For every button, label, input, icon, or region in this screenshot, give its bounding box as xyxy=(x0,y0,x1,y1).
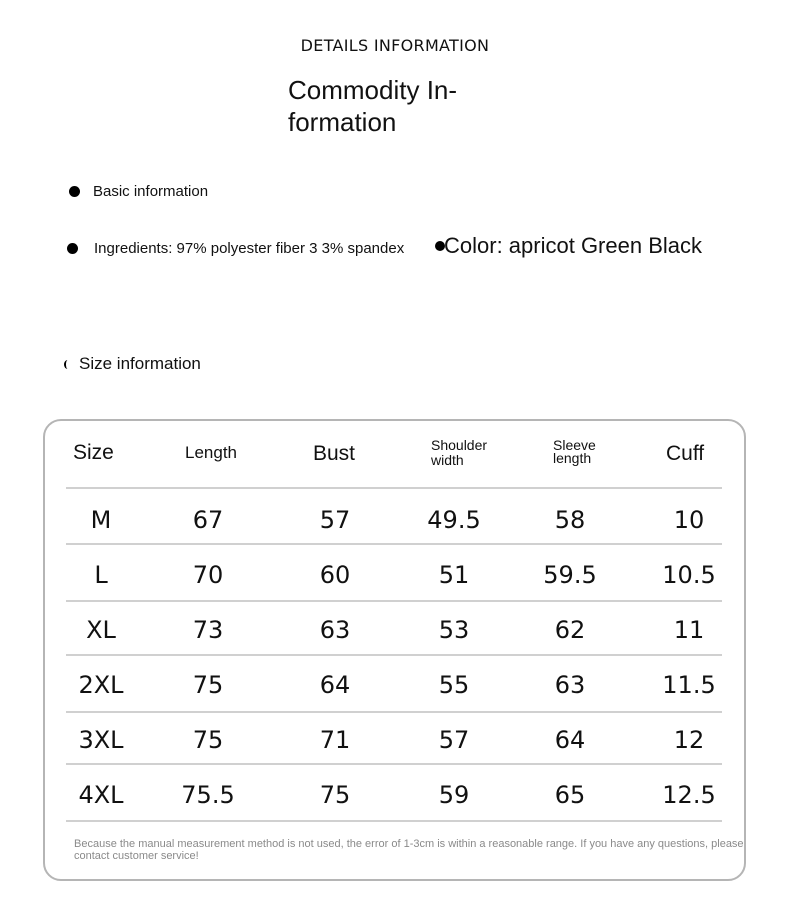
cell-size: 2XL xyxy=(78,671,124,699)
cell-size: 4XL xyxy=(78,781,124,809)
table-divider xyxy=(66,763,722,765)
cell-shoulder: 55 xyxy=(438,671,470,699)
basic-information-item xyxy=(69,183,208,200)
cell-bust: 60 xyxy=(319,561,351,589)
table-divider xyxy=(66,711,722,713)
table-row xyxy=(0,775,790,815)
table-divider xyxy=(66,487,722,489)
color-item xyxy=(435,233,702,259)
cell-bust: 71 xyxy=(319,726,351,754)
cell-shoulder: 51 xyxy=(438,561,470,589)
cell-sleeve: 64 xyxy=(554,726,586,754)
table-divider xyxy=(66,543,722,545)
cell-cuff: 10.5 xyxy=(662,561,716,589)
header-bust: Bust xyxy=(313,442,356,465)
table-row xyxy=(0,610,790,650)
table-divider xyxy=(66,820,722,822)
header-cuff: Cuff xyxy=(666,442,705,465)
commodity-information-title xyxy=(288,74,488,138)
color-text: Color: apricot Green Black xyxy=(444,233,702,258)
header-sleeve-line1: Sleeve xyxy=(553,437,596,453)
table-row xyxy=(0,555,790,595)
header-shoulder-width xyxy=(431,438,501,468)
cell-bust: 75 xyxy=(319,781,351,809)
cell-length: 75 xyxy=(192,671,224,699)
bullet-icon xyxy=(67,243,78,254)
cell-bust: 57 xyxy=(319,506,351,534)
bullet-icon xyxy=(69,186,80,197)
header-sleeve-line2: length xyxy=(553,450,592,466)
cell-sleeve: 65 xyxy=(554,781,586,809)
commodity-title-line2: formation xyxy=(288,107,397,137)
cell-shoulder: 53 xyxy=(438,616,470,644)
cell-bust: 63 xyxy=(319,616,351,644)
cell-length: 73 xyxy=(192,616,224,644)
cell-shoulder: 59 xyxy=(438,781,470,809)
cell-cuff: 12.5 xyxy=(662,781,716,809)
ingredients-text: Ingredients: 97% polyester fiber 3 3% spandex xyxy=(94,240,405,257)
cell-cuff: 11.5 xyxy=(662,671,716,699)
bullet-icon xyxy=(64,360,71,369)
cell-size: XL xyxy=(86,616,116,644)
table-row xyxy=(0,665,790,705)
commodity-title-line1: Commodity In- xyxy=(288,75,458,105)
measurement-disclaimer: Because the manual measurement method is not used, the error of 1-3cm is within a reasonable range. If you have any questions, please contact customer service! xyxy=(74,838,744,862)
cell-length: 70 xyxy=(192,561,224,589)
cell-shoulder: 57 xyxy=(438,726,470,754)
cell-size: M xyxy=(90,506,112,534)
cell-sleeve: 59.5 xyxy=(543,561,597,589)
ingredients-item xyxy=(67,240,404,257)
header-size: Size xyxy=(73,441,114,464)
size-information-label: Size information xyxy=(79,354,201,373)
cell-length: 75 xyxy=(192,726,224,754)
cell-bust: 64 xyxy=(319,671,351,699)
cell-cuff: 10 xyxy=(673,506,705,534)
cell-sleeve: 63 xyxy=(554,671,586,699)
table-divider xyxy=(66,600,722,602)
header-sleeve-length xyxy=(553,439,613,465)
header-shoulder-line1: Shoulder xyxy=(431,437,488,453)
cell-size: 3XL xyxy=(78,726,124,754)
cell-sleeve: 58 xyxy=(554,506,586,534)
details-information-heading: DETAILS INFORMATION xyxy=(300,36,490,55)
basic-information-label: Basic information xyxy=(93,183,209,200)
cell-shoulder: 49.5 xyxy=(427,506,481,534)
cell-length: 75.5 xyxy=(181,781,235,809)
cell-size: L xyxy=(94,561,108,589)
cell-length: 67 xyxy=(192,506,224,534)
header-shoulder-line2: width xyxy=(431,452,464,468)
header-length: Length xyxy=(185,443,237,462)
table-row xyxy=(0,720,790,760)
table-row xyxy=(0,500,790,540)
cell-sleeve: 62 xyxy=(554,616,586,644)
size-information-item xyxy=(64,354,201,374)
cell-cuff: 11 xyxy=(673,616,705,644)
cell-cuff: 12 xyxy=(673,726,705,754)
table-divider xyxy=(66,654,722,656)
